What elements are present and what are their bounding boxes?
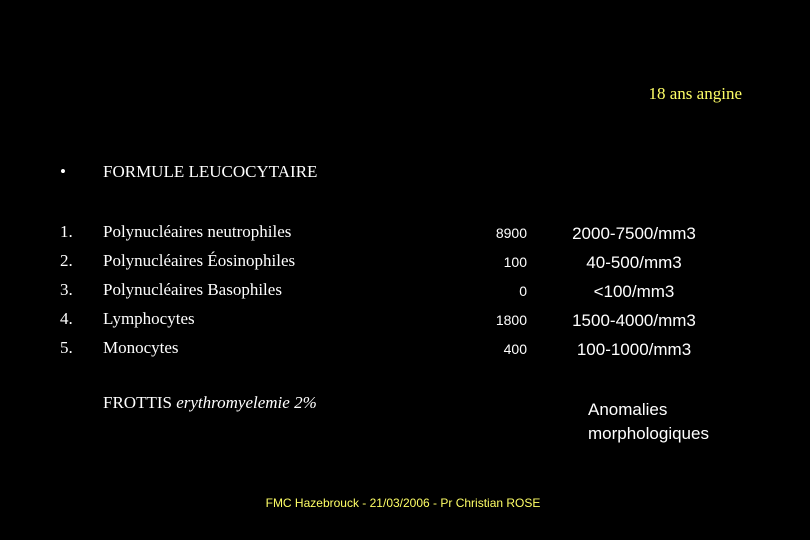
footer [0, 496, 810, 510]
bullet-icon: • [60, 162, 66, 181]
anomalies-line-1: Anomalies [588, 400, 668, 419]
row-range: 1500-4000/mm3 [572, 311, 696, 330]
row-count: 400 [503, 341, 527, 357]
row-count: 100 [503, 254, 527, 270]
row-name: Monocytes [103, 338, 179, 357]
row-number: 5. [60, 338, 73, 357]
footer-text: FMC Hazebrouck - 21/03/2006 - Pr Christian ROSE [265, 496, 541, 510]
row-count: 1800 [495, 312, 527, 328]
table-row-neutrophiles [0, 222, 810, 251]
row-range: 100-1000/mm3 [576, 340, 692, 359]
table-row-lymphocytes [0, 309, 810, 338]
anomalies-line-2: morphologiques [588, 424, 709, 443]
row-count: 0 [519, 283, 527, 299]
row-range: 2000-7500/mm3 [572, 224, 696, 243]
row-name: Polynucléaires Éosinophiles [103, 251, 296, 270]
row-number: 2. [60, 251, 73, 270]
row-name: Polynucléaires Basophiles [103, 280, 282, 299]
row-name: Polynucléaires neutrophiles [103, 222, 292, 241]
table-row-monocytes [0, 338, 810, 367]
frottis-label: FROTTIS [103, 393, 177, 412]
table-row-eosinophiles [0, 251, 810, 280]
table-row-basophiles [0, 280, 810, 309]
frottis-line [103, 393, 317, 413]
row-number: 1. [60, 222, 73, 241]
anomalies-note [588, 398, 728, 446]
row-number: 4. [60, 309, 73, 328]
row-range: 40-500/mm3 [586, 253, 682, 272]
row-number: 3. [60, 280, 73, 299]
row-name: Lymphocytes [103, 309, 195, 328]
case-subtitle: 18 ans angine [648, 84, 742, 103]
section-heading-text: FORMULE LEUCOCYTAIRE [103, 162, 318, 181]
row-count: 8900 [495, 225, 527, 241]
row-range: <100/mm3 [593, 282, 675, 301]
frottis-finding: erythromyelemie 2% [176, 393, 317, 412]
